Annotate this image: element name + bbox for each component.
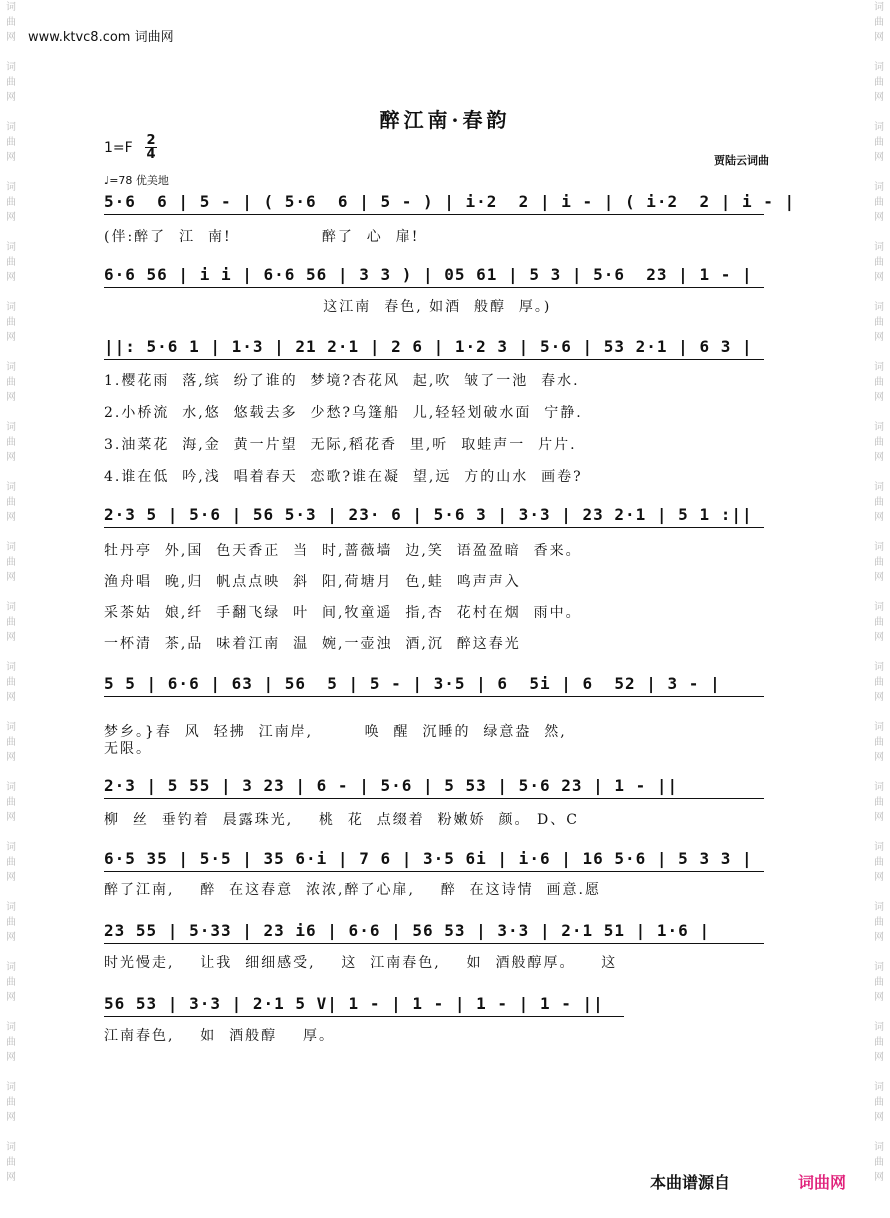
watermark-mark: 词 曲 网 — [6, 542, 16, 583]
watermark-mark: 词 曲 网 — [874, 1082, 884, 1123]
watermark-mark: 词 曲 网 — [6, 422, 16, 463]
lyric-row-5-line-2: 无限。 — [104, 741, 152, 757]
tempo-marking: ♩=78 优美地 — [104, 174, 169, 187]
watermark-mark: 词 曲 网 — [874, 542, 884, 583]
lyric-row-4-line-2: 渔舟唱 晚,归 帆点点映 斜 阳,荷塘月 色,蛙 鸣声声入 — [104, 574, 521, 590]
notation-row-7: 6·5 35 | 5·5 | 35 6·i | 7 6 | 3·5 6i | i·6 | 16 5·6 | 5 3 3 | — [104, 849, 753, 868]
watermark-mark: 词 曲 网 — [6, 1082, 16, 1123]
notation-row-5: 5 5 | 6·6 | 63 | 56 5 | 5 - | 3·5 | 6 5i | 6 52 | 3 - | — [104, 674, 721, 693]
notation-row-4: 2·3 5 | 5·6 | 56 5·3 | 23· 6 | 5·6 3 | 3·3 | 23 2·1 | 5 1 :|| — [104, 505, 753, 524]
watermark-mark: 词 曲 网 — [874, 602, 884, 643]
source-label: 本曲谱源自 — [650, 1173, 731, 1192]
lyric-row-3-line-2: 2.小桥流 水,悠 悠载去多 少愁?乌篷船 儿,轻轻划破水面 宁静. — [104, 405, 583, 421]
key-signature: 1=F — [104, 140, 133, 156]
watermark-mark: 词 曲 网 — [874, 962, 884, 1003]
watermark-mark: 词 曲 网 — [874, 782, 884, 823]
lyric-row-6-line-1: 柳 丝 垂钓着 晨露珠光, 桃 花 点缀着 粉嫩娇 颜。 D、C — [104, 812, 579, 828]
lyric-row-5-line-1: 梦乡。}春 风 轻拂 江南岸, 唤 醒 沉睡的 绿意盎 然, — [104, 724, 567, 740]
time-signature — [145, 134, 157, 161]
watermark-mark: 词 曲 网 — [6, 662, 16, 703]
watermark-mark: 词 曲 网 — [6, 482, 16, 523]
watermark-mark: 词 曲 网 — [874, 2, 884, 43]
watermark-mark: 词 曲 网 — [874, 122, 884, 163]
lyric-row-1-line-1: (伴:醉了 江 南! 醉了 心 扉! — [104, 229, 420, 245]
watermark-mark: 词 曲 网 — [874, 842, 884, 883]
lyric-row-3-line-3: 3.油菜花 海,金 黄一片望 无际,稻花香 里,听 取蛙声一 片片. — [104, 437, 577, 453]
notation-row-6: 2·3 | 5 55 | 3 23 | 6 - | 5·6 | 5 53 | 5·6 23 | 1 - || — [104, 776, 679, 795]
watermark-mark: 词 曲 网 — [6, 722, 16, 763]
lyric-row-9-line-1: 江南春色, 如 酒般醇 厚。 — [104, 1028, 335, 1044]
song-title: 醉江南·春韵 — [379, 108, 511, 132]
watermark-mark: 词 曲 网 — [874, 182, 884, 223]
watermark-mark: 词 曲 网 — [6, 842, 16, 883]
watermark-mark: 词 曲 网 — [6, 122, 16, 163]
lyric-row-2-line-1: 这江南 春色, 如酒 般醇 厚。) — [104, 299, 552, 315]
watermark-mark: 词 曲 网 — [6, 242, 16, 283]
watermark-mark: 词 曲 网 — [874, 722, 884, 763]
notation-row-8: 23 55 | 5·33 | 23 i6 | 6·6 | 56 53 | 3·3 | 2·1 51 | 1·6 | — [104, 921, 711, 940]
lyric-row-3-line-4: 4.谁在低 吟,浅 唱着春天 恋歌?谁在凝 望,远 方的山水 画卷? — [104, 469, 583, 485]
lyric-row-4-line-1: 牡丹亭 外,国 色天香正 当 时,蔷薇墙 边,笑 语盈盈暗 香来。 — [104, 543, 582, 559]
lyric-row-8-line-1: 时光慢走, 让我 细细感受, 这 江南春色, 如 酒般醇厚。 这 — [104, 955, 618, 971]
watermark-mark: 词 曲 网 — [874, 302, 884, 343]
watermark-mark: 词 曲 网 — [6, 1142, 16, 1183]
lyric-row-3-line-1: 1.樱花雨 落,缤 纷了谁的 梦境?杏花风 起,吹 皱了一池 春水. — [104, 373, 580, 389]
time-numerator: 2 — [146, 133, 156, 148]
watermark-mark: 词 曲 网 — [6, 62, 16, 103]
watermark-mark: 词 曲 网 — [6, 362, 16, 403]
composer-credit: 贾陆云词曲 — [714, 154, 769, 167]
watermark-mark: 词 曲 网 — [6, 602, 16, 643]
watermark-mark: 词 曲 网 — [874, 62, 884, 103]
watermark-mark: 词 曲 网 — [6, 782, 16, 823]
watermark-mark: 词 曲 网 — [6, 962, 16, 1003]
lyric-row-4-line-4: 一杯清 茶,品 味着江南 温 婉,一壶浊 酒,沉 醉这春光 — [104, 636, 521, 652]
watermark-mark: 词 曲 网 — [6, 182, 16, 223]
notation-row-2: 6·6 56 | i i | 6·6 56 | 3 3 ) | 05 61 | 5 3 | 5·6 23 | 1 - | — [104, 265, 753, 284]
watermark-mark: 词 曲 网 — [874, 1142, 884, 1183]
watermark-mark: 词 曲 网 — [874, 662, 884, 703]
lyric-row-7-line-1: 醉了江南, 醉 在这春意 浓浓,醉了心扉, 醉 在这诗情 画意.愿 — [104, 882, 602, 898]
watermark-mark: 词 曲 网 — [874, 422, 884, 463]
watermark-mark: 词 曲 网 — [874, 1022, 884, 1063]
notation-row-1: 5·6 6 | 5 - | ( 5·6 6 | 5 - ) | i·2 2 | i - | ( i·2 2 | i - | — [104, 192, 796, 211]
watermark-mark: 词 曲 网 — [874, 902, 884, 943]
watermark-mark: 词 曲 网 — [874, 242, 884, 283]
notation-row-3: ||: 5·6 1 | 1·3 | 21 2·1 | 2 6 | 1·2 3 | 5·6 | 53 2·1 | 6 3 | — [104, 337, 753, 356]
watermark-mark: 词 曲 网 — [6, 902, 16, 943]
watermark-mark: 词 曲 网 — [6, 302, 16, 343]
right-watermark-strip — [868, 0, 890, 1218]
left-watermark-strip — [0, 0, 22, 1218]
notation-row-9: 56 53 | 3·3 | 2·1 5 V| 1 - | 1 - | 1 - | 1 - || — [104, 994, 604, 1013]
watermark-mark: 词 曲 网 — [6, 2, 16, 43]
time-denominator: 4 — [146, 147, 156, 162]
lyric-row-4-line-3: 采茶姑 娘,纤 手翻飞绿 叶 间,牧童遥 指,杏 花村在烟 雨中。 — [104, 605, 582, 621]
site-url[interactable]: www.ktvc8.com 词曲网 — [28, 30, 174, 45]
watermark-mark: 词 曲 网 — [874, 362, 884, 403]
watermark-mark: 词 曲 网 — [874, 482, 884, 523]
source-brand-link[interactable]: 词曲网 — [798, 1173, 847, 1192]
watermark-mark: 词 曲 网 — [6, 1022, 16, 1063]
